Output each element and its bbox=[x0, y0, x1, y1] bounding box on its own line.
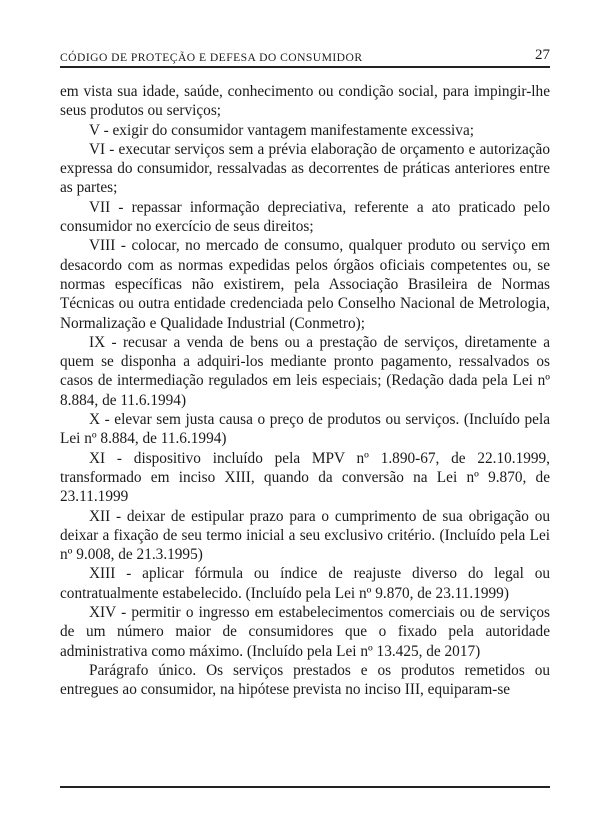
header-title: CÓDIGO DE PROTEÇÃO E DEFESA DO CONSUMIDOR bbox=[60, 51, 363, 64]
page-number: 27 bbox=[535, 47, 550, 63]
paragraph-paragrafo-unico: Parágrafo único. Os serviços prestados e os produtos remetidos ou entregues ao consumidor, na hipótese prevista no inciso III, equiparam-se bbox=[60, 661, 550, 699]
paragraph-inciso-xii: XII - deixar de estipular prazo para o cumprimento de sua obrigação ou deixar a fixação de seu termo inicial a seu exclusivo critério. (Incluído pela Lei nº 9.008, de 21.3.1995) bbox=[60, 507, 550, 564]
paragraph-inciso-vii: VII - repassar informação depreciativa, referente a ato praticado pelo consumidor no exercício de seus direitos; bbox=[60, 198, 550, 236]
paragraph-continuation: em vista sua idade, saúde, conhecimento ou condição social, para impingir-lhe seus produtos ou serviços; bbox=[60, 83, 550, 120]
paragraph-inciso-ix: IX - recusar a venda de bens ou a prestação de serviços, diretamente a quem se disponha a adquiri-los mediante pronto pagamento, ressalvados os casos de intermediação regulados em leis especiais; (Redação dada pela Lei nº 8.884, de 11.6.1994) bbox=[60, 333, 550, 409]
body-text bbox=[60, 82, 550, 700]
paragraph-inciso-vi: VI - executar serviços sem a prévia elaboração de orçamento e autorização expressa do consumidor, ressalvadas as decorrentes de práticas anteriores entre as partes; bbox=[60, 140, 550, 197]
paragraph-inciso-v: V - exigir do consumidor vantagem manifestamente excessiva; bbox=[89, 121, 474, 139]
header-rule bbox=[60, 66, 550, 68]
paragraph-inciso-xiii: XIII - aplicar fórmula ou índice de reajuste diverso do legal ou contratualmente estabelecido. (Incluído pela Lei nº 9.870, de 23.11.1999) bbox=[60, 565, 550, 602]
footer-rule bbox=[60, 786, 550, 788]
paragraph-inciso-xi: XI - dispositivo incluído pela MPV nº 1.890-67, de 22.10.1999, transformado em inciso XIII, quando da conversão na Lei nº 9.870, de 23.11.1999 bbox=[60, 449, 550, 506]
paragraph-inciso-viii: VIII - colocar, no mercado de consumo, qualquer produto ou serviço em desacordo com as normas expedidas pelos órgãos oficiais competentes ou, se normas específicas não existirem, pela Associação Brasileira de Normas Técnicas ou outra entidade credenciada pelo Conselho Nacional de Metrologia, Normalização e Qualidade Industrial (Conmetro); bbox=[60, 237, 550, 332]
running-header bbox=[60, 42, 550, 64]
paragraph-inciso-xiv: XIV - permitir o ingresso em estabelecimentos comerciais ou de serviços de um número maior de consumidores que o fixado pela autoridade administrativa como máximo. (Incluído pela Lei nº 13.425, de 2017) bbox=[60, 604, 550, 660]
paragraph-inciso-x: X - elevar sem justa causa o preço de produtos ou serviços. (Incluído pela Lei nº 8.884, de 11.6.1994) bbox=[60, 411, 550, 448]
